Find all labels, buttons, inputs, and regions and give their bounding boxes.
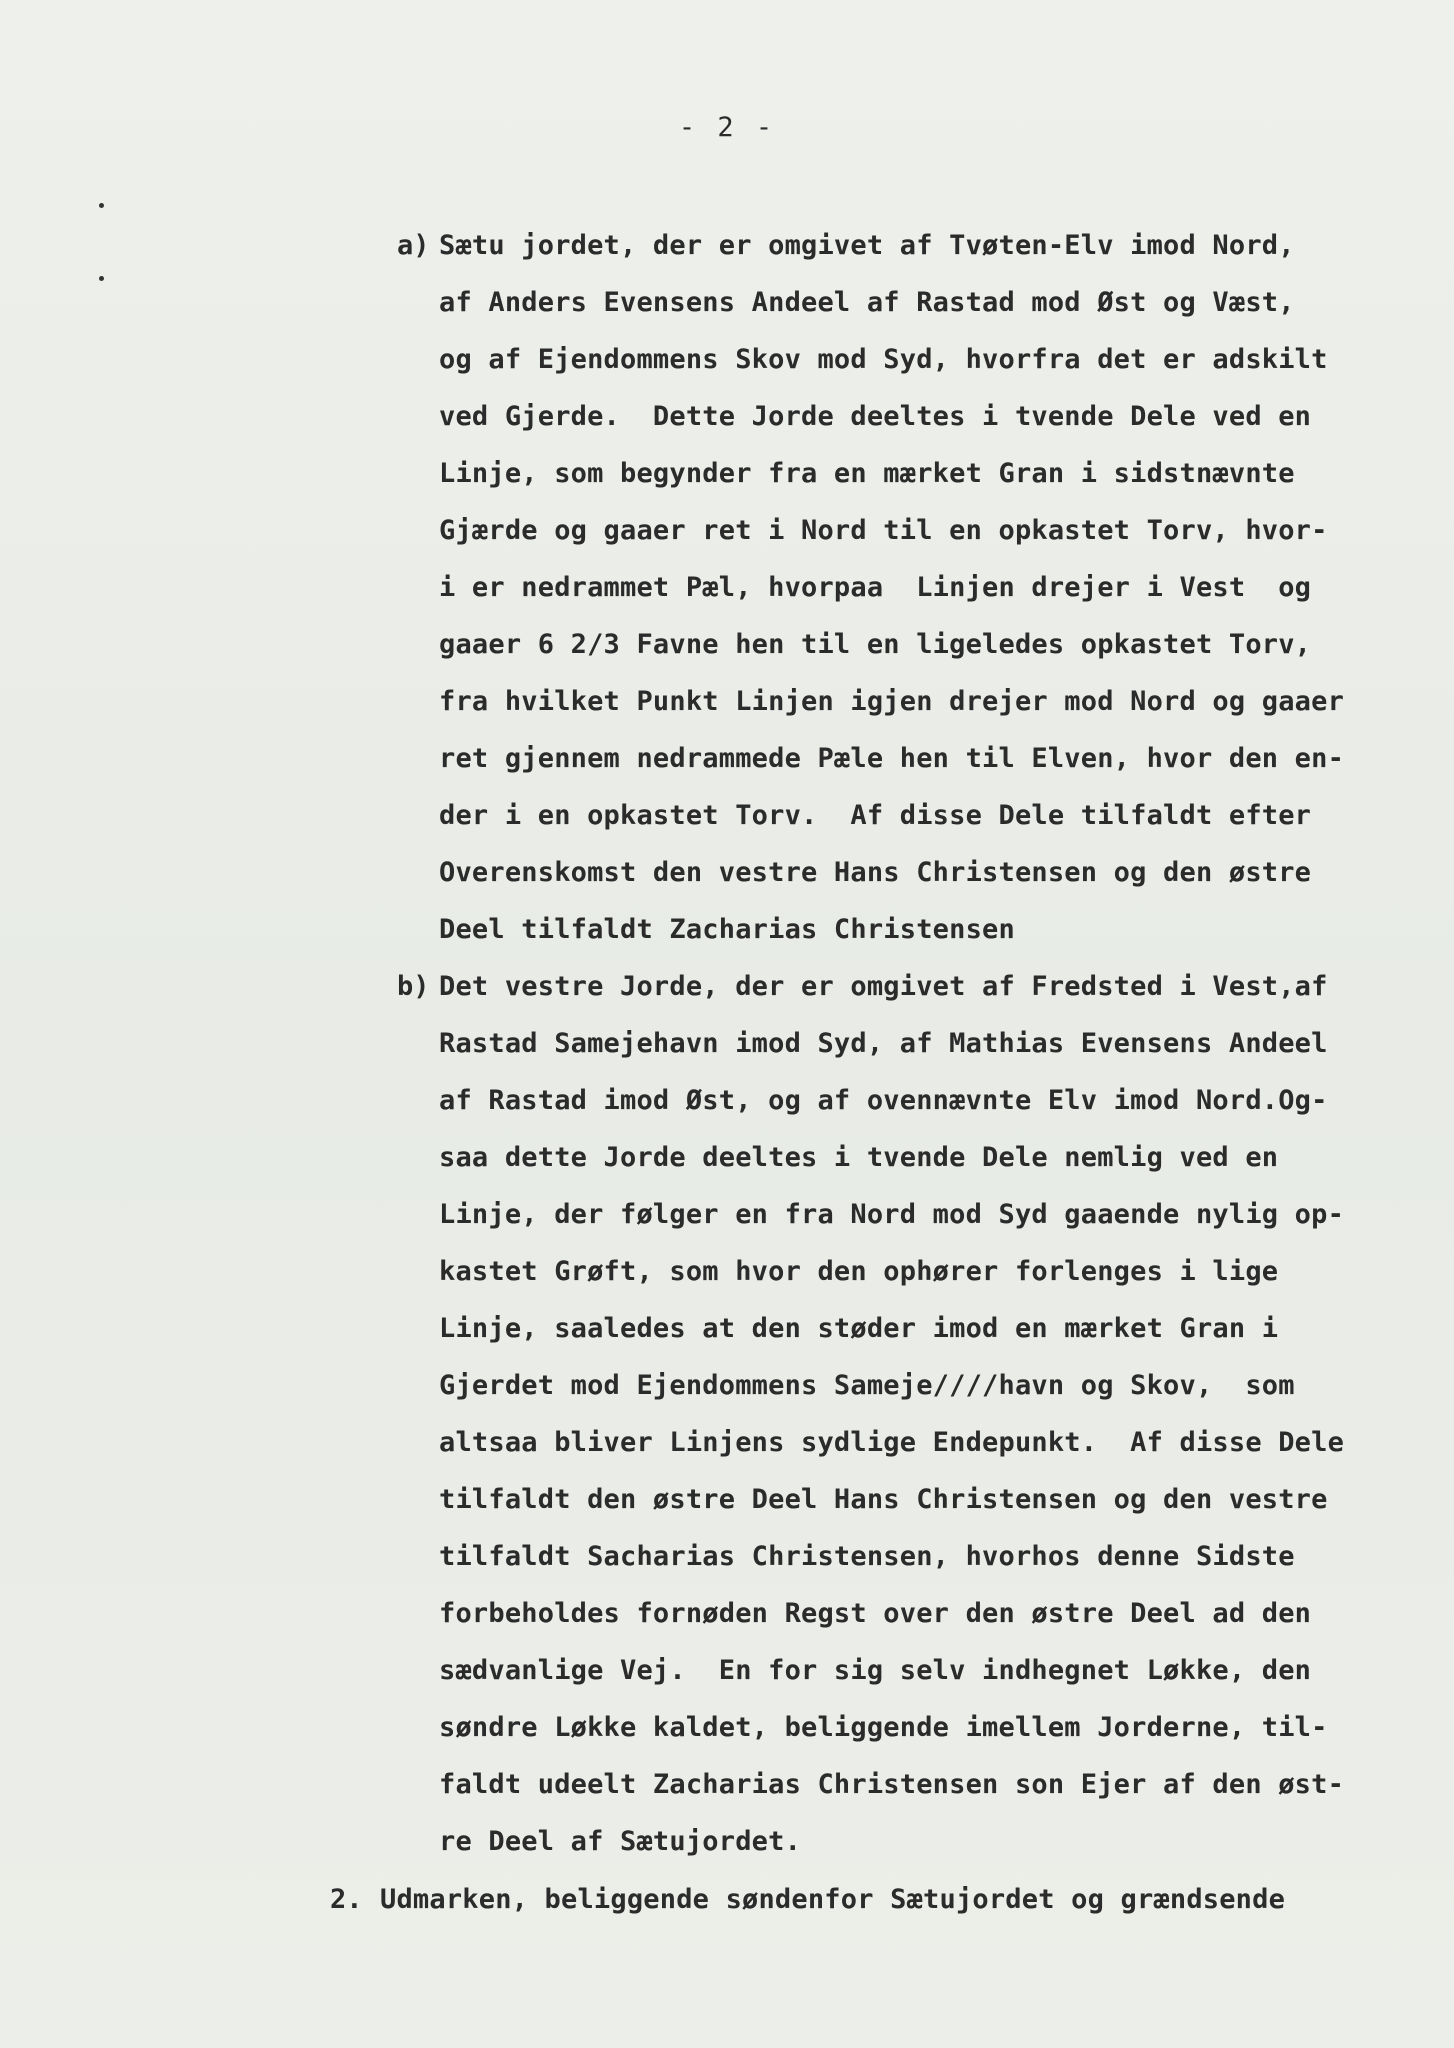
section-b-line: Linje, der følger en fra Nord mod Syd gaaende nylig op- — [439, 1199, 1345, 1230]
section-b-line: Gjerdet mod Ejendommens Sameje////havn og Skov, som — [439, 1370, 1295, 1401]
section-a-line: fra hvilket Punkt Linjen igjen drejer mod Nord og gaaer — [439, 686, 1345, 717]
section-a-line: Deel tilfaldt Zacharias Christensen — [439, 914, 1015, 945]
margin-dot — [99, 276, 104, 281]
section-a-line: og af Ejendommens Skov mod Syd, hvorfra det er adskilt — [439, 344, 1328, 375]
section-a-line: Gjærde og gaaer ret i Nord til en opkastet Torv, hvor- — [439, 515, 1328, 546]
section-b-line: saa dette Jorde deeltes i tvende Dele nemlig ved en — [439, 1142, 1279, 1173]
section-b-line: tilfaldt den østre Deel Hans Christensen og den vestre — [439, 1484, 1328, 1515]
section-b-line: søndre Løkke kaldet, beliggende imellem Jorderne, til- — [439, 1712, 1328, 1743]
section-a-line: Sætu jordet, der er omgivet af Tvøten-Elv imod Nord, — [439, 230, 1295, 261]
section-a-line: der i en opkastet Torv. Af disse Dele tilfaldt efter — [439, 800, 1312, 831]
section-b-line: sædvanlige Vej. En for sig selv indhegnet Løkke, den — [439, 1655, 1312, 1686]
section-b-line: Linje, saaledes at den støder imod en mærket Gran i — [439, 1313, 1279, 1344]
section-a-line: af Anders Evensens Andeel af Rastad mod Øst og Væst, — [439, 287, 1295, 318]
section-b-line: Rastad Samejehavn imod Syd, af Mathias Evensens Andeel — [439, 1028, 1328, 1059]
section-b-line: altsaa bliver Linjens sydlige Endepunkt. Af disse Dele — [439, 1427, 1345, 1458]
section-2-line: Udmarken, beliggende søndenfor Sætujordet og grændsende — [380, 1884, 1286, 1915]
section-a-line: gaaer 6 2/3 Favne hen til en ligeledes opkastet Torv, — [439, 629, 1312, 660]
section-b-marker: b) — [397, 971, 430, 1002]
section-b-line: tilfaldt Sacharias Christensen, hvorhos denne Sidste — [439, 1541, 1295, 1572]
section-2-marker: 2. — [330, 1884, 363, 1915]
section-b-line: forbeholdes fornøden Regst over den østre Deel ad den — [439, 1598, 1312, 1629]
section-b-line: af Rastad imod Øst, og af ovennævnte Elv imod Nord.Og- — [439, 1085, 1328, 1116]
section-a-line: Overenskomst den vestre Hans Christensen og den østre — [439, 857, 1312, 888]
page-number: - 2 - — [678, 112, 776, 143]
section-b-line: re Deel af Sætujordet. — [439, 1826, 802, 1857]
section-a-line: ret gjennem nedrammede Pæle hen til Elven, hvor den en- — [439, 743, 1345, 774]
section-b-line: Det vestre Jorde, der er omgivet af Fredsted i Vest,af — [439, 971, 1328, 1002]
section-a-line: i er nedrammet Pæl, hvorpaa Linjen drejer i Vest og — [439, 572, 1312, 603]
section-a-marker: a) — [397, 230, 430, 261]
section-a-line: Linje, som begynder fra en mærket Gran i sidstnævnte — [439, 458, 1295, 489]
section-a-line: ved Gjerde. Dette Jorde deeltes i tvende Dele ved en — [439, 401, 1312, 432]
margin-dot — [99, 203, 104, 208]
section-b-line: faldt udeelt Zacharias Christensen son Ejer af den øst- — [439, 1769, 1345, 1800]
section-b-line: kastet Grøft, som hvor den ophører forlenges i lige — [439, 1256, 1279, 1287]
